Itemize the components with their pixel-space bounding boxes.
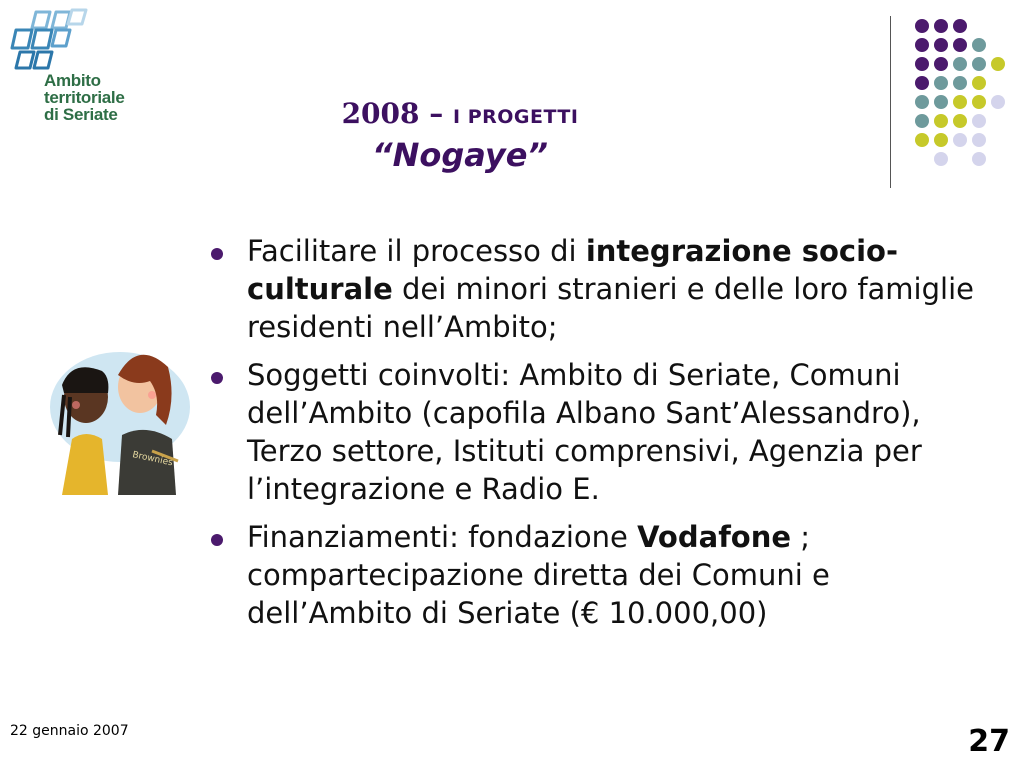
- decorative-dot: [972, 114, 986, 128]
- title-year: 2008: [341, 97, 420, 130]
- decorative-dot: [972, 57, 986, 71]
- bullet-item: [205, 518, 975, 632]
- decorative-dot: [934, 95, 948, 109]
- bullet-item: [205, 356, 975, 508]
- decorative-dot: [915, 19, 929, 33]
- bullet-emphasis: Vodafone: [637, 520, 792, 554]
- logo-line2: territoriale: [44, 88, 125, 107]
- project-name: “Nogaye”: [371, 136, 549, 174]
- bullet-emphasis: integrazione socio-culturale: [247, 234, 898, 306]
- ambito-logo: [6, 8, 156, 124]
- decorative-dot: [915, 133, 929, 147]
- decorative-dot: [953, 114, 967, 128]
- decorative-dot: [934, 19, 948, 33]
- decorative-dot: [991, 57, 1005, 71]
- slide-title: [290, 96, 630, 175]
- bullet-list: [205, 232, 975, 642]
- badge-text: Brownies: [131, 450, 174, 469]
- bullet-dot-icon: [211, 534, 223, 546]
- decorative-dot-grid: [900, 16, 1020, 176]
- decorative-dot: [991, 95, 1005, 109]
- girls-illustration: [40, 345, 190, 495]
- logo-emblem-icon: [6, 8, 96, 74]
- title-subtitle: I PROGETTI: [453, 106, 579, 128]
- decorative-dot: [972, 95, 986, 109]
- decorative-dot: [934, 114, 948, 128]
- decorative-dot: [972, 133, 986, 147]
- decorative-dot: [953, 133, 967, 147]
- decorative-dot: [915, 114, 929, 128]
- decorative-dot: [915, 76, 929, 90]
- bullet-text: Facilitare il processo di: [247, 234, 586, 268]
- bullet-text: Soggetti coinvolti: Ambito di Seriate, Comuni dell’Ambito (capofila Albano Sant’Alessandro), Terzo settore, Istituti comprensivi, Agenzia per l’integrazione e Radio E.: [247, 358, 922, 506]
- decorative-dot: [934, 76, 948, 90]
- bullet-dot-icon: [211, 248, 223, 260]
- bullet-item: [205, 232, 975, 346]
- decorative-dot: [972, 152, 986, 166]
- logo-line1: Ambito: [44, 71, 101, 90]
- decorative-dot: [972, 76, 986, 90]
- decorative-dot: [953, 38, 967, 52]
- decorative-dot: [934, 38, 948, 52]
- decorative-dot: [953, 19, 967, 33]
- decorative-dot: [953, 76, 967, 90]
- decorative-dot: [915, 57, 929, 71]
- bullet-text-cont: ; compartecipazione diretta dei Comuni e dell’Ambito di Seriate (€ 10.000,00): [247, 520, 830, 630]
- page-number: 27: [968, 724, 1010, 759]
- decorative-dot: [972, 38, 986, 52]
- decorative-dot: [934, 133, 948, 147]
- decorative-dot: [953, 57, 967, 71]
- decorative-dot: [934, 152, 948, 166]
- bullet-text: Finanziamenti: fondazione: [247, 520, 638, 554]
- footer-date: 22 gennaio 2007: [10, 723, 129, 739]
- decorative-dot: [934, 57, 948, 71]
- decorative-dot: [915, 95, 929, 109]
- title-dash: –: [429, 97, 444, 130]
- decorative-divider: [890, 16, 891, 188]
- decorative-dot: [953, 95, 967, 109]
- logo-line3: di Seriate: [44, 105, 118, 124]
- logo-text: [44, 72, 125, 123]
- title-line1: [290, 96, 630, 135]
- bullet-text-cont: dei minori stranieri e delle loro famiglie residenti nell’Ambito;: [247, 272, 974, 344]
- decorative-dot: [915, 38, 929, 52]
- bullet-dot-icon: [211, 372, 223, 384]
